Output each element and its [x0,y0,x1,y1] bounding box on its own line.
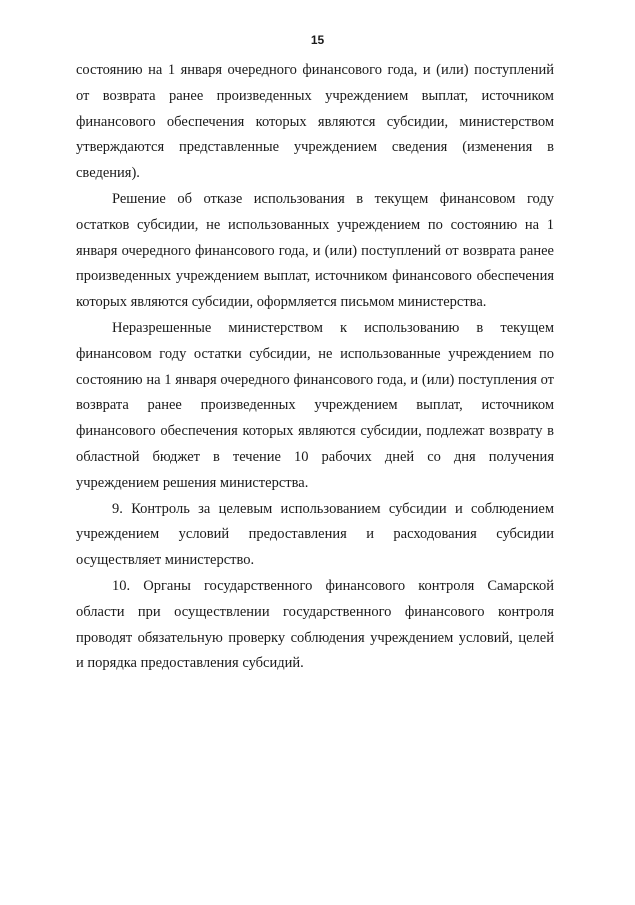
paragraph-item-9: 9. Контроль за целевым использованием субсидии и соблюдением учреждением условий предоставления и расходования субсидии осуществляет министерство. [76,500,554,569]
paragraph-continuation: состоянию на 1 января очередного финансового года, и (или) поступлений от возврата ранее произведенных учреждением выплат, источником финансового обеспечения которых являются субсидии, министерством утверждаются представленные учреждением сведения (изменения в сведения). [76,62,554,182]
page-number: 15 [310,33,325,47]
paragraph-unused-balances: Неразрешенные министерством к использованию в текущем финансовом году остатки субсидии, не использованные учреждением по состоянию на 1 января очередного финансового года, и (или) поступления от возврата ранее произведенных учреждением выплат, источником финансового обеспечения которых являются субсидии, подлежат возврату в областной бюджет в течение 10 рабочих дней со дня получения учреждением решения министерства. [76,319,554,491]
document-body [76,58,554,677]
paragraph-item-10: 10. Органы государственного финансового контроля Самарской области при осуществлении государственного финансового контроля проводят обязательную проверку соблюдения учреждением условий, целей и порядка предоставления субсидий. [76,577,554,672]
paragraph-refusal-decision: Решение об отказе использования в текущем финансовом году остатков субсидии, не использованных учреждением по состоянию на 1 января очередного финансового года, и (или) поступлений от возврата ранее произведенных учреждением выплат, источником финансового обеспечения которых являются субсидии, оформляется письмом министерства. [76,190,554,311]
